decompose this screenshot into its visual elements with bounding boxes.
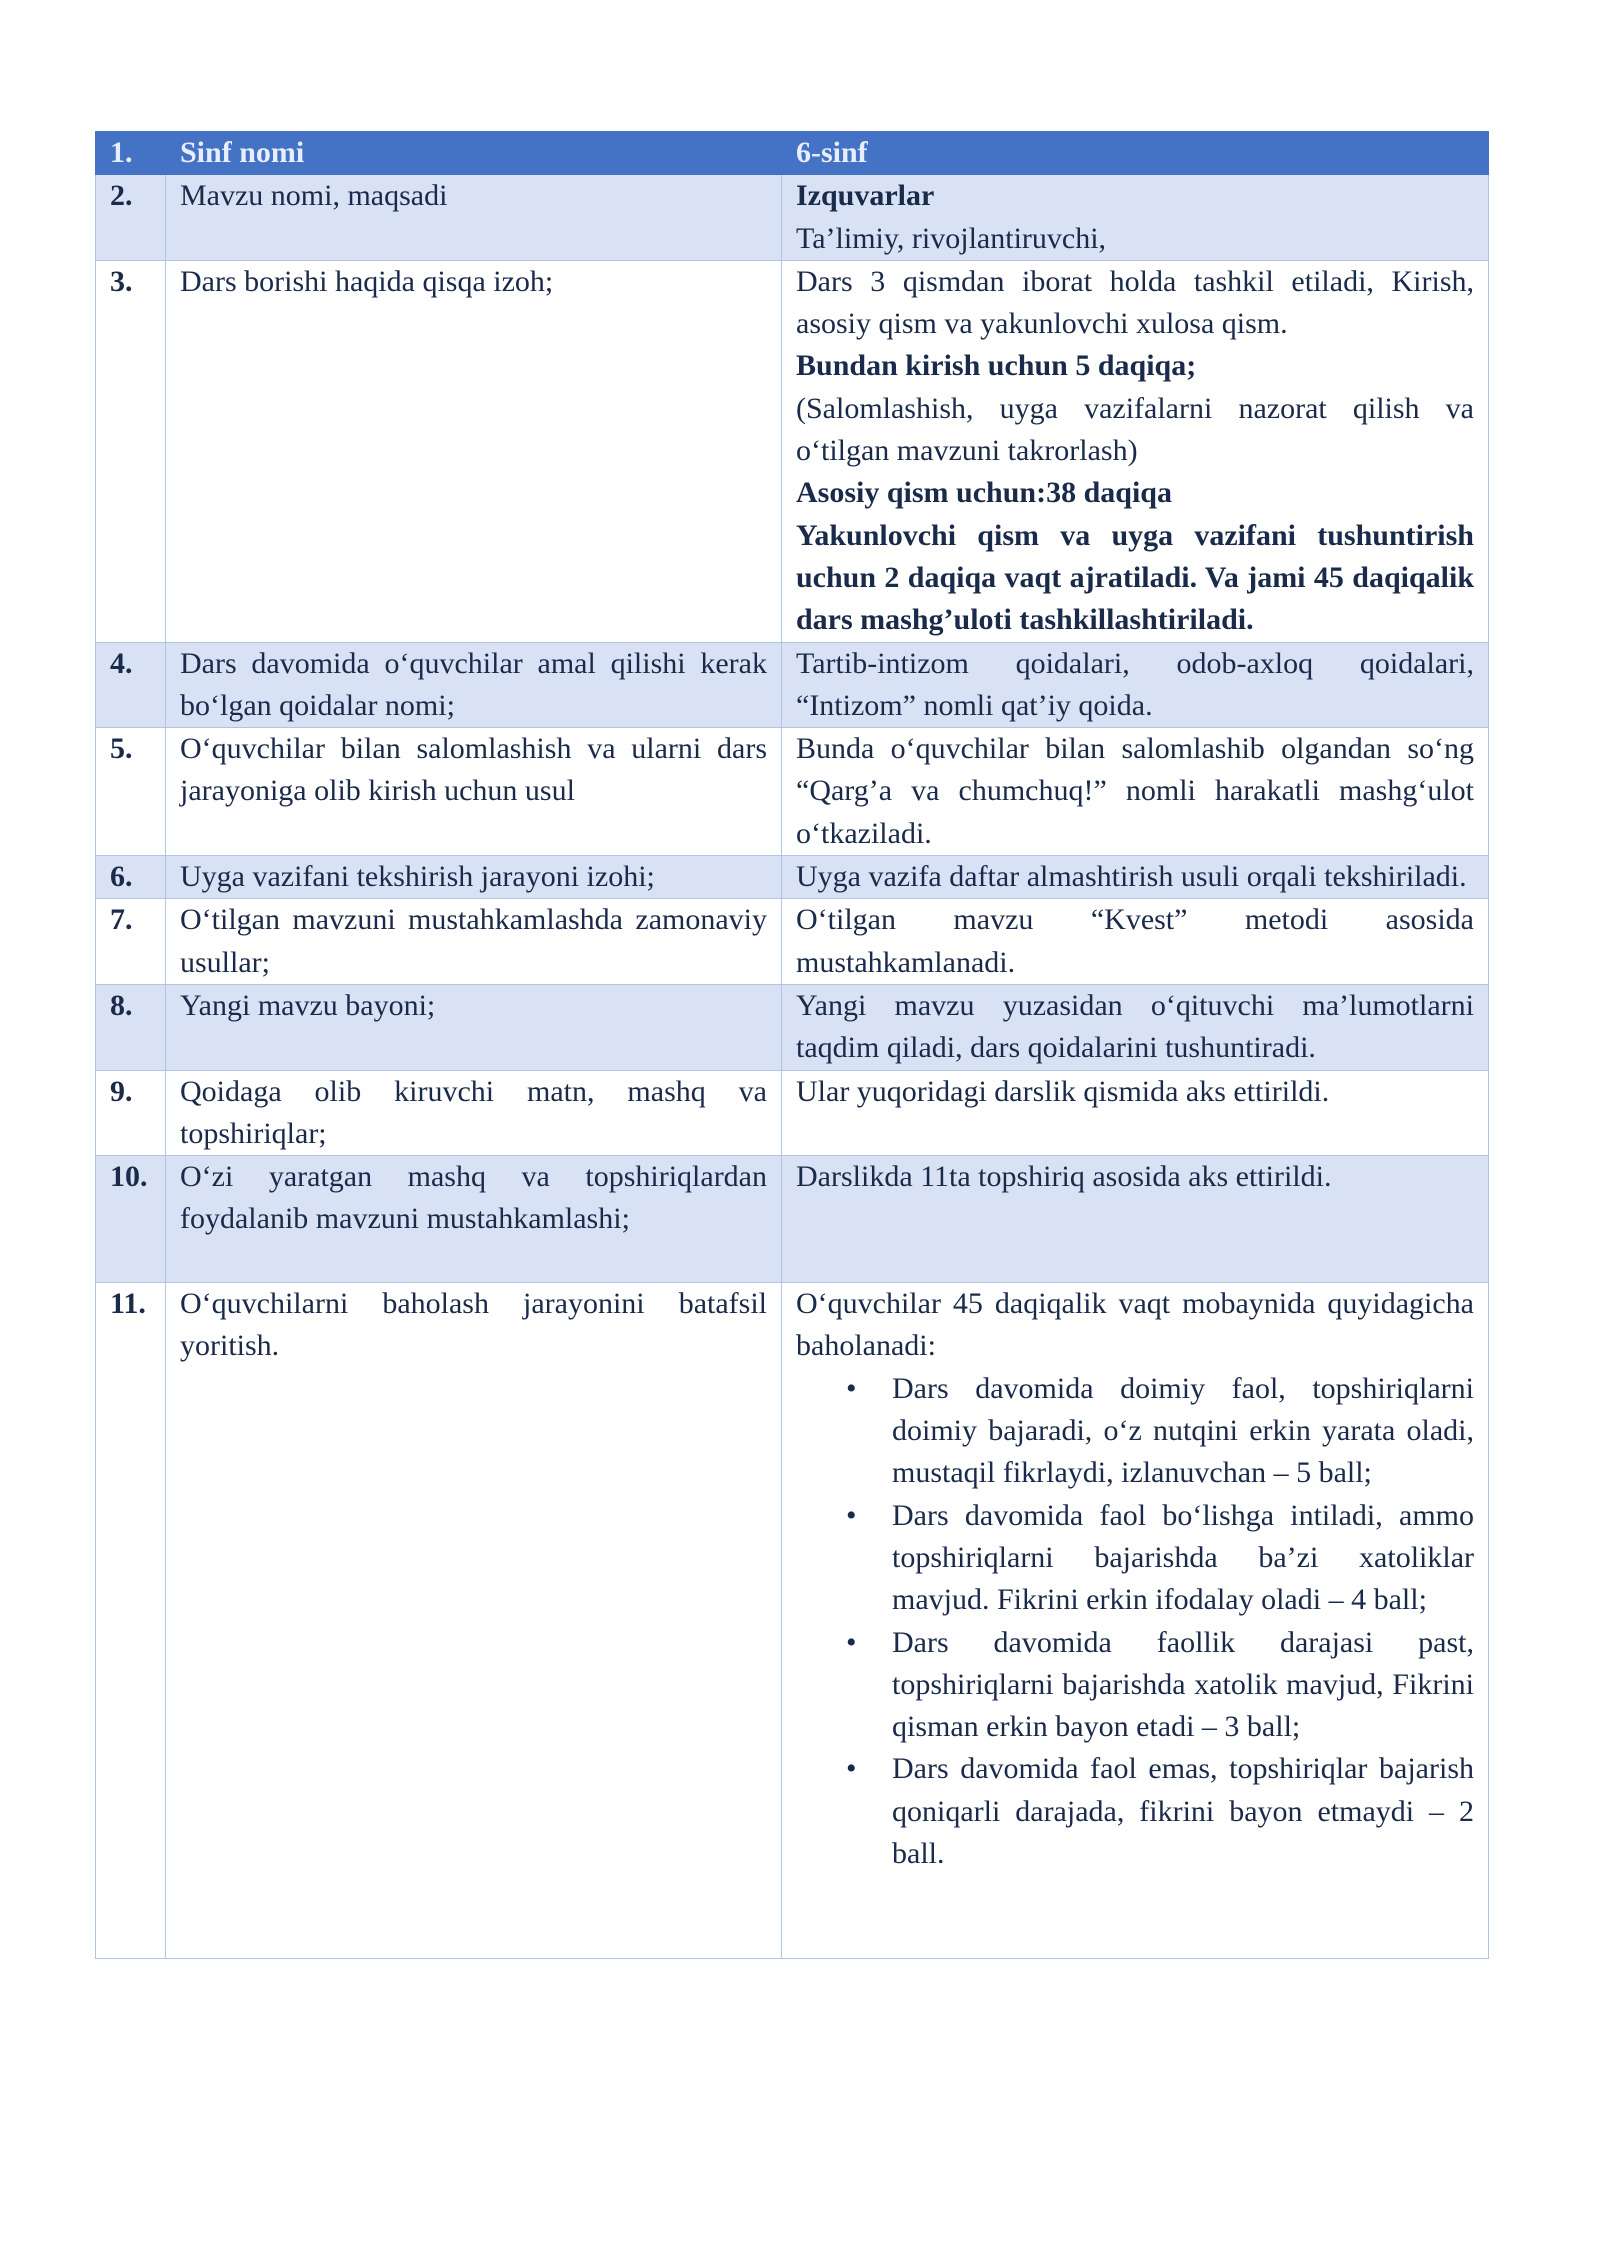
list-item-text: Dars davomida doimiy faol, topshiriqlarni doimiy bajaradi, o‘z nutqini erkin yarata oladi, mustaqil fikrlaydi, izlanuvchan – 5 ball; [892,1371,1474,1490]
row-topic: O‘quvchilarni baholash jarayonini batafsil yoritish. [166,1283,782,1959]
bullet-icon: • [846,1371,857,1405]
value-text-bold: Asosiy qism uchun:38 daqiqa [796,476,1172,510]
bullet-icon: • [846,1498,857,1532]
value-text: Ta’limiy, rivojlantiruvchi, [796,221,1107,255]
row-value [782,984,1489,1070]
table-row [96,260,1489,642]
table-row [96,984,1489,1070]
value-text: O‘quvchilar 45 daqiqalik vaqt mobaynida quyidagicha baholanadi: [796,1287,1474,1363]
value-text-bold: Bundan kirish uchun 5 daqiqa; [796,349,1197,383]
list-item-text: Dars davomida faollik darajasi past, topshiriqlarni bajarishda xatolik mavjud, Fikrini qisman erkin bayon etadi – 3 ball; [892,1625,1474,1744]
value-text: O‘tilgan mavzu “Kvest” metodi asosida mustahkamlanadi. [796,903,1474,979]
header-value: 6-sinf [782,132,1489,175]
row-number: 4. [96,642,166,728]
row-value [782,175,1489,261]
row-value [782,856,1489,899]
row-number: 9. [96,1070,166,1156]
row-topic: Qoidaga olib kiruvchi matn, mashq va topshiriqlar; [166,1070,782,1156]
header-number: 1. [96,132,166,175]
row-topic: Uyga vazifani tekshirish jarayoni izohi; [166,856,782,899]
row-value [782,1156,1489,1283]
row-value [782,1283,1489,1959]
row-topic: O‘zi yaratgan mashq va topshiriqlardan foydalanib mavzuni mustahkamlashi; [166,1156,782,1283]
row-topic: Yangi mavzu bayoni; [166,984,782,1070]
row-value [782,260,1489,642]
row-number: 2. [96,175,166,261]
row-value [782,642,1489,728]
value-text: Ular yuqoridagi darslik qismida aks ettirildi. [796,1074,1330,1108]
value-text: (Salomlashish, uyga vazifalarni nazorat qilish va o‘tilgan mavzuni takrorlash) [796,391,1474,468]
table-row [96,1283,1489,1959]
lesson-plan-table [95,131,1489,1959]
table-row [96,175,1489,261]
row-topic: O‘tilgan mavzuni mustahkamlashda zamonaviy usullar; [166,899,782,985]
list-item [846,1495,1474,1622]
table-row [96,899,1489,985]
row-topic: Dars borishi haqida qisqa izoh; [166,260,782,642]
grading-criteria-list [796,1368,1474,1876]
lesson-plan-body [96,132,1489,1959]
value-text: Dars 3 qismdan iborat holda tashkil etiladi, Kirish, asosiy qism va yakunlovchi xulosa qism. [796,264,1474,341]
row-number: 6. [96,856,166,899]
list-item [846,1622,1474,1749]
list-item [846,1368,1474,1495]
value-text: Darslikda 11ta topshiriq asosida aks ettirildi. [796,1160,1332,1194]
bullet-icon: • [846,1752,857,1786]
bullet-icon: • [846,1625,857,1659]
table-row [96,856,1489,899]
row-value [782,1070,1489,1156]
row-topic: O‘quvchilar bilan salomlashish va ularni dars jarayoniga olib kirish uchun usul [166,728,782,856]
list-item [846,1748,1474,1875]
row-number: 8. [96,984,166,1070]
row-value [782,899,1489,985]
value-text: Uyga vazifa daftar almashtirish usuli orqali tekshiriladi. [796,860,1467,894]
row-value [782,728,1489,856]
value-text: Tartib-intizom qoidalari, odob-axloq qoidalari, “Intizom” nomli qat’iy qoida. [796,646,1474,722]
value-text: Yangi mavzu yuzasidan o‘qituvchi ma’lumotlarni taqdim qiladi, dars qoidalarini tushuntiradi. [796,988,1474,1065]
value-text-bold: Yakunlovchi qism va uyga vazifani tushuntirish uchun 2 daqiqa vaqt ajratiladi. Va jami 45 daqiqalik dars mashg’uloti tashkillashtiriladi. [796,518,1474,637]
table-row [96,642,1489,728]
row-number: 11. [96,1283,166,1959]
row-number: 5. [96,728,166,856]
table-header-row [96,132,1489,175]
row-number: 3. [96,260,166,642]
table-row [96,1070,1489,1156]
value-text-bold: Izquvarlar [796,179,935,213]
row-number: 10. [96,1156,166,1283]
table-row [96,728,1489,856]
row-topic: Dars davomida o‘quvchilar amal qilishi kerak bo‘lgan qoidalar nomi; [166,642,782,728]
list-item-text: Dars davomida faol bo‘lishga intiladi, ammo topshiriqlarni bajarishda ba’zi xatoliklar mavjud. Fikrini erkin ifodalay oladi – 4 ball; [892,1498,1474,1617]
header-label: Sinf nomi [166,132,782,175]
row-number: 7. [96,899,166,985]
table-row [96,1156,1489,1283]
row-topic: Mavzu nomi, maqsadi [166,175,782,261]
value-text: Bunda o‘quvchilar bilan salomlashib olgandan so‘ng “Qarg’a va chumchuq!” nomli harakatli mashg‘ulot o‘tkaziladi. [796,732,1474,850]
list-item-text: Dars davomida faol emas, topshiriqlar bajarish qoniqarli darajada, fikrini bayon etmaydi – 2 ball. [892,1752,1474,1870]
